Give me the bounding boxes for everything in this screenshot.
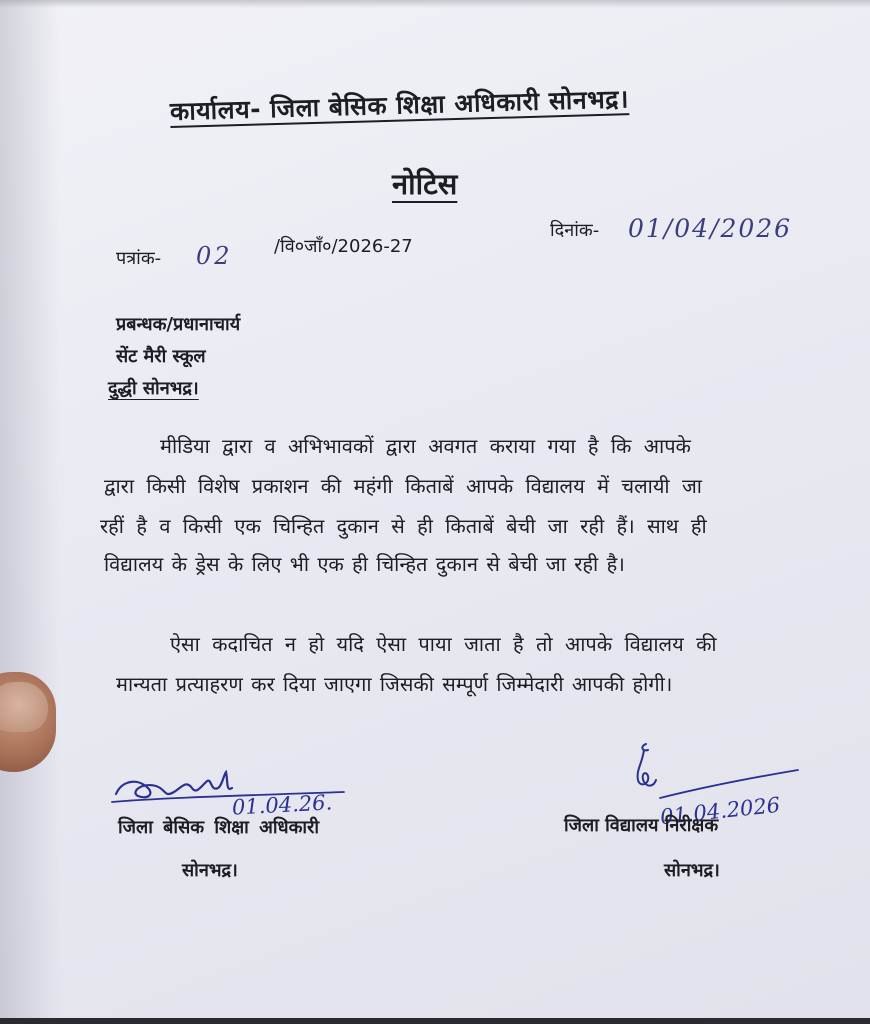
addressee-title: प्रबन्धक/प्रधानाचार्य [116,314,241,335]
patrank-number: 02 [196,242,233,270]
notice-title: नोटिस [392,167,458,201]
signature-right-date: 01.04.2026 [659,792,782,830]
body-line: मान्यता प्रत्याहरण कर दिया जाएगा जिसकी सम्पूर्ण जिम्मेदारी आपकी होगी। [116,672,673,696]
paper-shadow [0,0,60,1018]
thumb-nail [0,682,48,732]
date-label: दिनांक- [550,220,600,241]
signatory-left-role: जिला बेसिक शिक्षा अधिकारी [118,817,320,838]
body-line: द्वारा किसी विशेष प्रकाशन की महंगी किताबें आपके विद्यालय में चलायी जा [104,474,702,498]
patrank-code: /वि०जाँ०/2026-27 [274,236,413,257]
paper-top-edge [0,0,870,8]
date-value: 01/04/2026 [628,214,793,243]
signatory-left-place: सोनभद्र। [182,860,238,881]
addressee-place: दुद्धी सोनभद्र। [108,378,199,399]
body-line: विद्यालय के ड्रेस के लिए भी एक ही चिन्हित दुकान से बेची जा रही है। [104,552,625,576]
office-title: कार्यालय- जिला बेसिक शिक्षा अधिकारी सोनभद्र। [169,84,630,126]
addressee-school: सेंट मैरी स्कूल [116,346,206,367]
signatory-right-place: सोनभद्र। [664,860,720,881]
body-line: मीडिया द्वारा व अभिभावकों द्वारा अवगत कराया गया है कि आपके [160,434,691,458]
patrank-label: पत्रांक- [116,248,162,269]
bottom-background-strip [0,1018,870,1024]
body-line: ऐसा कदाचित न हो यदि ऐसा पाया जाता है तो आपके विद्यालय की [170,632,717,656]
body-line: रहीं है व किसी एक चिन्हित दुकान से ही किताबें बेची जा रही हैं। साथ ही [100,514,707,538]
signatory-right-role: जिला विद्यालय निरीक्षक [564,815,719,836]
signature-left-date: 01.04.26. [231,790,333,820]
